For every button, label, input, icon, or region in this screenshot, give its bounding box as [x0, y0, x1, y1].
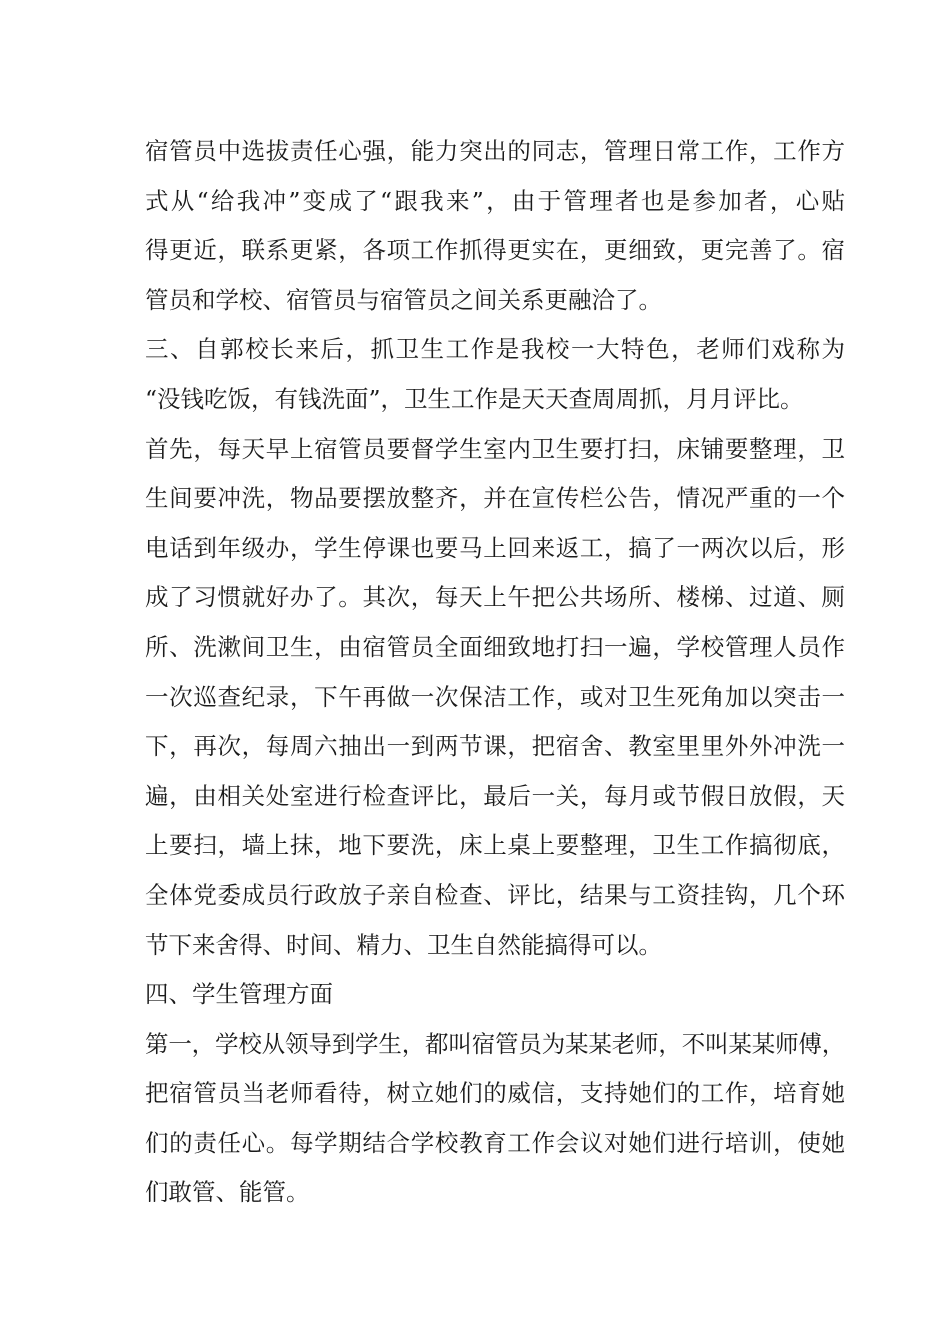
text-line: 管员和学校、宿管员与宿管员之间关系更融洽了。	[145, 285, 662, 314]
text-line: 式从“给我冲”变成了“跟我来”，由于管理者也是参加者，心贴	[145, 186, 845, 215]
text-line: 所、洗漱间卫生，由宿管员全面细致地打扫一遍，学校管理人员作	[145, 632, 845, 661]
text-line: 宿管员中选拔责任心强，能力突出的同志，管理日常工作，工作方	[145, 137, 845, 165]
text-line: 全体党委成员行政放子亲自检查、评比，结果与工资挂钩，几个环	[145, 880, 845, 909]
text-line: 上要扫，墙上抹，地下要洗，床上桌上要整理，卫生工作搞彻底，	[145, 831, 845, 860]
text-line: 们的责任心。每学期结合学校教育工作会议对她们进行培训，使她	[145, 1128, 845, 1157]
text-line: 下，再次，每周六抽出一到两节课，把宿舍、教室里里外外冲洗一	[145, 732, 845, 761]
text-line: 电话到年级办，学生停课也要马上回来返工，搞了一两次以后，形	[145, 533, 845, 562]
text-line: 遍，由相关处室进行检查评比，最后一关，每月或节假日放假，天	[145, 781, 845, 810]
section-heading: 四、学生管理方面	[145, 980, 333, 1009]
text-line: 把宿管员当老师看待，树立她们的威信，支持她们的工作，培育她	[145, 1079, 845, 1108]
text-line: “没钱吃饭，有钱洗面”，卫生工作是天天查周周抓，月月评比。	[145, 384, 804, 413]
text-line: 们敢管、能管。	[145, 1178, 310, 1207]
document-body	[145, 127, 845, 1218]
text-line: 第一，学校从领导到学生，都叫宿管员为某某老师，不叫某某师傅，	[145, 1029, 845, 1058]
text-line: 成了习惯就好办了。其次，每天上午把公共场所、楼梯、过道、厕	[145, 583, 845, 612]
text-line: 首先，每天早上宿管员要督学生室内卫生要打扫，床铺要整理，卫	[145, 434, 845, 463]
text-line: 节下来舍得、时间、精力、卫生自然能搞得可以。	[145, 930, 662, 959]
text-line: 得更近，联系更紧，各项工作抓得更实在，更细致，更完善了。宿	[145, 236, 845, 265]
text-line: 一次巡查纪录，下午再做一次保洁工作，或对卫生死角加以突击一	[145, 682, 845, 711]
text-line: 生间要冲洗，物品要摆放整齐，并在宣传栏公告，情况严重的一个	[145, 484, 845, 513]
text-line: 三、自郭校长来后，抓卫生工作是我校一大特色，老师们戏称为	[145, 335, 845, 364]
